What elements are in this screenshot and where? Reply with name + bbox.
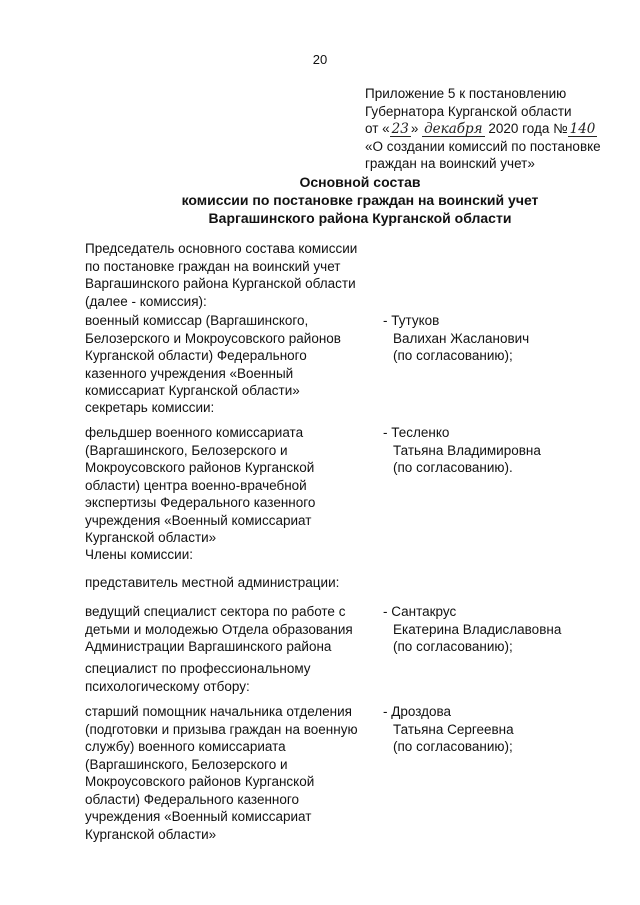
- section-7-position: [85, 660, 375, 695]
- position-line: военный комиссар (Варгашинского,: [85, 313, 309, 328]
- position-line: учреждения «Военный комиссариат: [85, 512, 312, 528]
- handwritten-month: декабря: [424, 121, 483, 137]
- page-number: 20: [312, 52, 328, 67]
- person-surname: - Дроздова: [383, 704, 452, 719]
- position-line: области) Федерального казенного: [85, 791, 300, 807]
- appendix-line-4: «О создании комиссий по постановке: [365, 138, 601, 154]
- section-3-position: [85, 424, 375, 547]
- position-line: секретарь комиссии:: [85, 400, 215, 415]
- section-2-position: [85, 399, 375, 417]
- person-note: (по согласованию);: [393, 739, 513, 754]
- position-line: (Варгашинского, Белозерского и: [85, 756, 288, 772]
- section-4-position: [85, 546, 375, 564]
- position-line: фельдшер военного комиссариата: [85, 425, 304, 440]
- section-3-person: [383, 424, 628, 477]
- position-line: Варгашинского района Курганской области: [85, 276, 356, 291]
- position-line: Председатель основного состава комиссии: [85, 241, 358, 256]
- position-line: области) центра военно-врачебной: [85, 477, 307, 493]
- person-note: (по согласованию);: [393, 348, 513, 363]
- position-line: (далее - комиссия):: [85, 293, 207, 309]
- position-line: специалист по профессиональному: [85, 661, 311, 676]
- position-line: детьми и молодежью Отдела образования: [85, 621, 353, 637]
- appendix-line-5: граждан на воинский учет»: [365, 156, 535, 171]
- section-8-person: [383, 703, 628, 756]
- person-name: Татьяна Сергеевна: [393, 721, 514, 737]
- position-line: учреждения «Военный комиссариат: [85, 809, 312, 824]
- position-line: ведущий специалист сектора по работе с: [85, 604, 346, 619]
- position-line: старший помощник начальника отделения: [85, 704, 352, 719]
- person-note: (по согласованию);: [393, 639, 513, 654]
- section-5-position: [85, 574, 375, 592]
- appendix-date-line: [365, 120, 630, 138]
- appendix-line-1: Приложение 5 к постановлению: [365, 86, 567, 101]
- person-surname: - Тесленко: [383, 425, 450, 440]
- year-text: 2020 года №: [488, 121, 568, 136]
- title-line-1: Основной состав: [299, 174, 421, 190]
- section-1-position: [85, 312, 375, 400]
- position-line: Администрации Варгашинского района: [85, 639, 332, 654]
- position-line: экспертизы Федерального казенного: [85, 495, 316, 510]
- position-line: Мокроусовского районов Курганской: [85, 774, 315, 789]
- title-line-2: комиссии по постановке граждан на воинский учет: [181, 192, 539, 208]
- position-line: Мокроусовского районов Курганской: [85, 460, 315, 475]
- position-line: Белозерского и Мокроусовского районов: [85, 330, 341, 346]
- document-title: [150, 173, 570, 227]
- position-line: (подготовки и призыва граждан на военную: [85, 721, 358, 737]
- person-name: Татьяна Владимировна: [393, 442, 541, 458]
- position-line: представитель местной администрации:: [85, 575, 340, 590]
- section-8-position: [85, 703, 375, 843]
- section-1-person: [383, 312, 628, 365]
- person-name: Валихан Жасланович: [393, 330, 530, 346]
- person-name: Екатерина Владиславовна: [393, 621, 562, 637]
- appendix-header: [365, 85, 630, 173]
- person-note: (по согласованию).: [393, 460, 513, 475]
- person-surname: - Тутуков: [383, 313, 440, 328]
- position-line: психологическому отбору:: [85, 678, 250, 694]
- section-0-position: [85, 240, 375, 310]
- appendix-line-2: Губернатора Курганской области: [365, 103, 572, 119]
- position-line: Курганской области»: [85, 530, 217, 545]
- handwritten-number: 140: [569, 121, 596, 137]
- date-prefix: от «: [365, 121, 390, 136]
- position-line: (Варгашинского, Белозерского и: [85, 442, 288, 458]
- position-line: службу) военного комиссариата: [85, 739, 286, 754]
- position-line: Члены комиссии:: [85, 547, 194, 562]
- position-line: по постановке граждан на воинский учет: [85, 258, 341, 274]
- date-mid: »: [410, 121, 419, 136]
- handwritten-day: 23: [391, 121, 409, 137]
- title-line-3: Варгашинского района Курганской области: [208, 210, 512, 226]
- position-line: казенного учреждения «Военный: [85, 365, 294, 381]
- person-surname: - Сантакрус: [383, 604, 457, 619]
- position-line: Курганской области»: [85, 826, 217, 842]
- position-line: Курганской области) Федерального: [85, 348, 307, 363]
- position-line: комиссариат Курганской области»: [85, 383, 300, 398]
- section-6-person: [383, 603, 628, 656]
- section-6-position: [85, 603, 375, 656]
